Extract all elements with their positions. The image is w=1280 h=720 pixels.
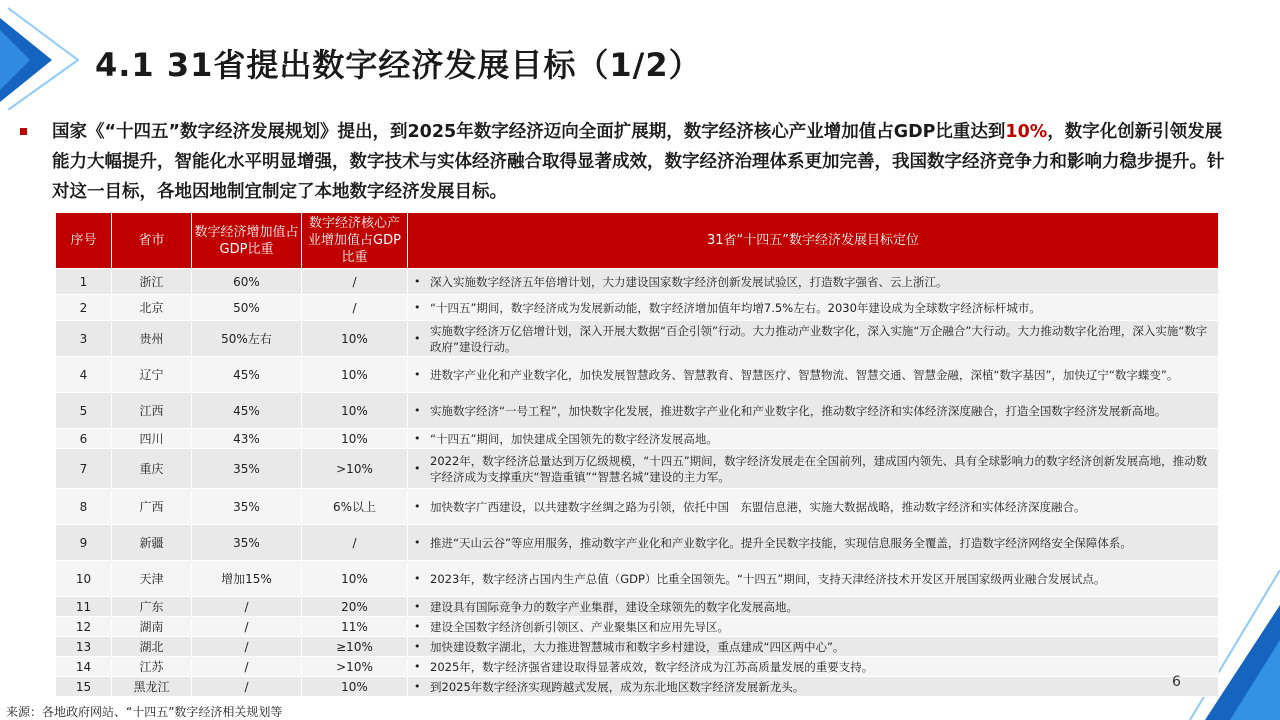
province-cell: 湖南 (112, 617, 192, 637)
row-number-cell: 8 (56, 489, 112, 525)
table-row (56, 269, 1219, 295)
goal-cell: • 深入实施数字经济五年倍增计划，大力建设国家数字经济创新发展试验区，打造数字强省、云上浙江。 (408, 269, 1219, 295)
province-cell: 湖北 (112, 637, 192, 657)
province-cell: 江西 (112, 393, 192, 429)
digital-share-cell: 35% (192, 449, 302, 489)
table-row (56, 597, 1219, 617)
core-share-cell: 10% (302, 561, 408, 597)
header-province: 省市 (112, 213, 192, 269)
province-cell: 江苏 (112, 657, 192, 677)
page-title: 4.1 31省提出数字经济发展目标（1/2） (95, 46, 702, 84)
core-share-cell: 10% (302, 357, 408, 393)
province-cell: 黑龙江 (112, 677, 192, 697)
digital-share-cell: / (192, 617, 302, 637)
row-number-cell: 12 (56, 617, 112, 637)
row-number-cell: 13 (56, 637, 112, 657)
core-share-cell: 10% (302, 393, 408, 429)
digital-share-cell: / (192, 677, 302, 697)
source-note: 来源：各地政府网站、“十四五”数字经济相关规划等 (6, 705, 283, 719)
page-number: 6 (1172, 674, 1181, 690)
province-cell: 天津 (112, 561, 192, 597)
table-row (56, 295, 1219, 321)
province-cell: 辽宁 (112, 357, 192, 393)
goal-cell: • 实施数字经济“一号工程”，加快数字化发展，推进数字产业化和产业数字化，推动数字经济和实体经济深度融合，打造全国数字经济发展新高地。 (408, 393, 1219, 429)
table-body (56, 269, 1219, 697)
core-share-cell: >10% (302, 449, 408, 489)
digital-share-cell: / (192, 657, 302, 677)
goal-cell: • “十四五”期间，加快建成全国领先的数字经济发展高地。 (408, 429, 1219, 449)
goal-cell: • 加快建设数字湖北，大力推进智慧城市和数字乡村建设，重点建成“四区两中心”。 (408, 637, 1219, 657)
digital-share-cell: / (192, 597, 302, 617)
table-row (56, 357, 1219, 393)
row-number-cell: 11 (56, 597, 112, 617)
digital-share-cell: 35% (192, 525, 302, 561)
table-header-row (56, 213, 1219, 269)
core-share-cell: 10% (302, 429, 408, 449)
row-number-cell: 10 (56, 561, 112, 597)
province-cell: 四川 (112, 429, 192, 449)
row-number-cell: 5 (56, 393, 112, 429)
goal-cell: • 到2025年数字经济实现跨越式发展，成为东北地区数字经济发展新龙头。 (408, 677, 1219, 697)
core-share-cell: 6%以上 (302, 489, 408, 525)
table-row (56, 617, 1219, 637)
intro-text-part2: ，数字化创新引领发展能力大幅提升，智能化水平明显增强，数字技术与实体经济融合取得显著成效，数字经济治理体系更加完善，我国数字经济竞争力和影响力稳步提升。针对这一目标，各地因地制宜制定了本地数字经济发展目标。 (52, 122, 1225, 202)
table-row (56, 637, 1219, 657)
table-row (56, 561, 1219, 597)
table-row (56, 321, 1219, 357)
table-row (56, 657, 1219, 677)
row-number-cell: 3 (56, 321, 112, 357)
goal-cell: • “十四五”期间，数字经济成为发展新动能，数字经济增加值年均增7.5%左右。2030年建设成为全球数字经济标杆城市。 (408, 295, 1219, 321)
goal-cell: • 2025年，数字经济强省建设取得显著成效，数字经济成为江苏高质量发展的重要支持。 (408, 657, 1219, 677)
goal-cell: • 推进“天山云谷”等应用服务，推动数字产业化和产业数字化。提升全民数字技能，实现信息服务全覆盖，打造数字经济网络安全保障体系。 (408, 525, 1219, 561)
digital-share-cell: 50%左右 (192, 321, 302, 357)
digital-share-cell: / (192, 637, 302, 657)
row-number-cell: 4 (56, 357, 112, 393)
province-cell: 贵州 (112, 321, 192, 357)
digital-economy-goals-table (55, 212, 1219, 697)
goal-cell: • 进数字产业化和产业数字化，加快发展智慧政务、智慧教育、智慧医疗、智慧物流、智慧交通、智慧金融，深植“数字基因”，加快辽宁“数字蝶变”。 (408, 357, 1219, 393)
core-share-cell: / (302, 295, 408, 321)
table-row (56, 677, 1219, 697)
digital-share-cell: 35% (192, 489, 302, 525)
row-number-cell: 6 (56, 429, 112, 449)
goal-cell: • 实施数字经济万亿倍增计划，深入开展大数据“百企引领”行动。大力推动产业数字化，深入实施“万企融合”大行动。大力推动数字化治理，深入实施“数字政府”建设行动。 (408, 321, 1219, 357)
province-cell: 北京 (112, 295, 192, 321)
bullet-square-icon (20, 128, 27, 135)
table-row (56, 393, 1219, 429)
core-share-cell: 10% (302, 321, 408, 357)
header-number: 序号 (56, 213, 112, 269)
table-row (56, 525, 1219, 561)
core-share-cell: >10% (302, 657, 408, 677)
province-cell: 重庆 (112, 449, 192, 489)
row-number-cell: 15 (56, 677, 112, 697)
province-cell: 广西 (112, 489, 192, 525)
goal-cell: • 建设全国数字经济创新引领区、产业聚集区和应用先导区。 (408, 617, 1219, 637)
header-goal: 31省“十四五”数字经济发展目标定位 (408, 213, 1219, 269)
digital-share-cell: 50% (192, 295, 302, 321)
goal-cell: • 2022年，数字经济总量达到万亿级规模，“十四五”期间，数字经济发展走在全国前列，建成国内领先、具有全球影响力的数字经济创新发展高地，推动数字经济成为支撑重庆“智造重镇”“智慧名城”建设的主力军。 (408, 449, 1219, 489)
goal-cell: • 建设具有国际竞争力的数字产业集群，建设全球领先的数字化发展高地。 (408, 597, 1219, 617)
header-core-share: 数字经济核心产业增加值占GDP比重 (302, 213, 408, 269)
corner-decoration-top-left (0, 0, 80, 110)
row-number-cell: 2 (56, 295, 112, 321)
row-number-cell: 1 (56, 269, 112, 295)
header-digital-share: 数字经济增加值占GDP比重 (192, 213, 302, 269)
digital-share-cell: 增加15% (192, 561, 302, 597)
intro-highlight-value: 10% (1005, 122, 1048, 142)
intro-paragraph (52, 117, 1227, 207)
table-row (56, 489, 1219, 525)
province-cell: 新疆 (112, 525, 192, 561)
intro-text-part1: 国家《“十四五”数字经济发展规划》提出，到2025年数字经济迈向全面扩展期，数字经济核心产业增加值占GDP比重达到 (52, 122, 1006, 142)
province-cell: 广东 (112, 597, 192, 617)
core-share-cell: 10% (302, 677, 408, 697)
row-number-cell: 7 (56, 449, 112, 489)
digital-share-cell: 45% (192, 357, 302, 393)
core-share-cell: / (302, 269, 408, 295)
core-share-cell: / (302, 525, 408, 561)
table-row (56, 449, 1219, 489)
core-share-cell: ≥10% (302, 637, 408, 657)
core-share-cell: 11% (302, 617, 408, 637)
goal-cell: • 2023年，数字经济占国内生产总值（GDP）比重全国领先。“十四五”期间，支持天津经济技术开发区开展国家级两业融合发展试点。 (408, 561, 1219, 597)
core-share-cell: 20% (302, 597, 408, 617)
digital-share-cell: 45% (192, 393, 302, 429)
digital-share-cell: 43% (192, 429, 302, 449)
row-number-cell: 14 (56, 657, 112, 677)
table-row (56, 429, 1219, 449)
digital-share-cell: 60% (192, 269, 302, 295)
province-cell: 浙江 (112, 269, 192, 295)
goal-cell: • 加快数字广西建设，以共建数字丝绸之路为引领，依托中国 东盟信息港，实施大数据战略，推动数字经济和实体经济深度融合。 (408, 489, 1219, 525)
row-number-cell: 9 (56, 525, 112, 561)
